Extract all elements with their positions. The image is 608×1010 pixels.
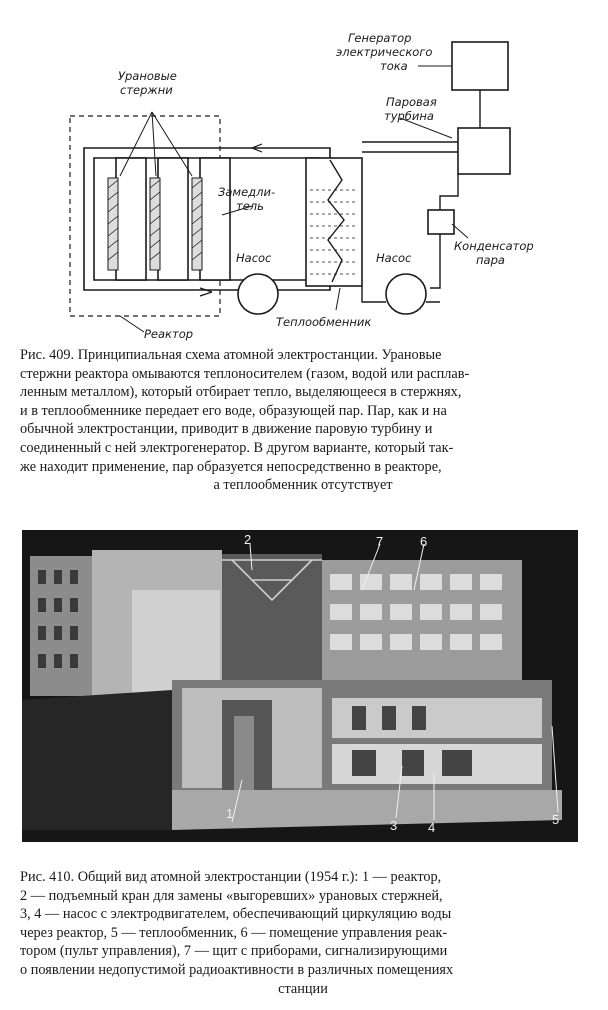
label-uranium-rods-1: Урановые bbox=[118, 69, 177, 83]
turbine bbox=[458, 128, 510, 174]
caption-line: же находит применение, пар образуется непосредственно в реакторе, bbox=[20, 458, 442, 475]
label-condenser-1: Конденсатор bbox=[454, 239, 534, 253]
callout-1: 1 bbox=[226, 806, 234, 821]
pump-primary bbox=[238, 274, 278, 314]
caption-line: а теплообменник отсутствует bbox=[213, 477, 393, 494]
fuel-channel bbox=[200, 158, 230, 280]
generator bbox=[452, 42, 508, 90]
callout-2: 2 bbox=[244, 532, 252, 547]
caption-line: 3, 4 — насос с электродвигателем, обеспечивающий циркуляцию воды bbox=[20, 906, 452, 923]
fuel-channel bbox=[158, 158, 188, 280]
label-turbine-2: турбина bbox=[384, 109, 434, 123]
label-generator-1: Генератор bbox=[348, 31, 412, 45]
label-moderator-2: тель bbox=[236, 199, 264, 213]
caption-line: ленным металлом), который отбирает тепло, выделяющееся в стержнях, bbox=[20, 384, 462, 401]
figure-409-caption bbox=[20, 346, 586, 495]
caption-line: 2 — подъемный кран для замены «выгоревших» урановых стержней, bbox=[20, 887, 443, 904]
caption-line: стержни реактора омываются теплоносителем (газом, водой или расплав- bbox=[20, 365, 470, 382]
ground-slab bbox=[22, 690, 172, 830]
crane-hall bbox=[222, 554, 322, 684]
caption-line: Рис. 410. Общий вид атомной электростанции (1954 г.): 1 — реактор, bbox=[20, 869, 442, 885]
label-reactor: Реактор bbox=[144, 327, 194, 341]
callout-5: 5 bbox=[552, 812, 560, 827]
label-pump-right: Насос bbox=[376, 251, 412, 265]
label-generator-2: электрического bbox=[336, 45, 433, 59]
caption-line: тором (пульт управления), 7 — щит с приборами, сигнализирующими bbox=[20, 943, 448, 960]
caption-line: станции bbox=[278, 980, 328, 997]
label-pump-left: Насос bbox=[236, 251, 272, 265]
callout-7: 7 bbox=[376, 534, 384, 549]
label-moderator-1: Замедли- bbox=[218, 185, 276, 199]
caption-line: и в теплообменнике передает его воде, образующей пар. Пар, как и на bbox=[20, 402, 447, 419]
pump-secondary bbox=[386, 274, 426, 314]
caption-line: о появлении недопустимой радиоактивности в различных помещениях bbox=[20, 961, 454, 978]
fuel-channel bbox=[116, 158, 146, 280]
condenser bbox=[428, 210, 454, 234]
caption-line: Рис. 409. Принципиальная схема атомной электростанции. Урановые bbox=[20, 347, 442, 363]
label-condenser-2: пара bbox=[476, 253, 505, 267]
caption-line: соединенный с ней электрогенератор. В другом варианте, который так- bbox=[20, 439, 454, 456]
callout-4: 4 bbox=[428, 820, 436, 835]
label-uranium-rods-2: стержни bbox=[120, 83, 173, 97]
figure-410-caption bbox=[20, 868, 586, 998]
steam-line bbox=[362, 130, 472, 152]
caption-line: обычной электростанции, приводит в движение паровую турбину и bbox=[20, 421, 433, 438]
nuclear-plant-schematic bbox=[40, 20, 570, 342]
label-turbine-1: Паровая bbox=[386, 95, 437, 109]
label-heat-exchanger: Теплообменник bbox=[276, 315, 372, 329]
heat-exchanger bbox=[306, 158, 362, 286]
label-generator-3: тока bbox=[380, 59, 408, 73]
callout-6: 6 bbox=[420, 534, 428, 549]
caption-line: через реактор, 5 — теплообменник, 6 — помещение управления реак- bbox=[20, 924, 448, 941]
power-plant-photo bbox=[22, 530, 578, 842]
callout-3: 3 bbox=[390, 818, 398, 833]
